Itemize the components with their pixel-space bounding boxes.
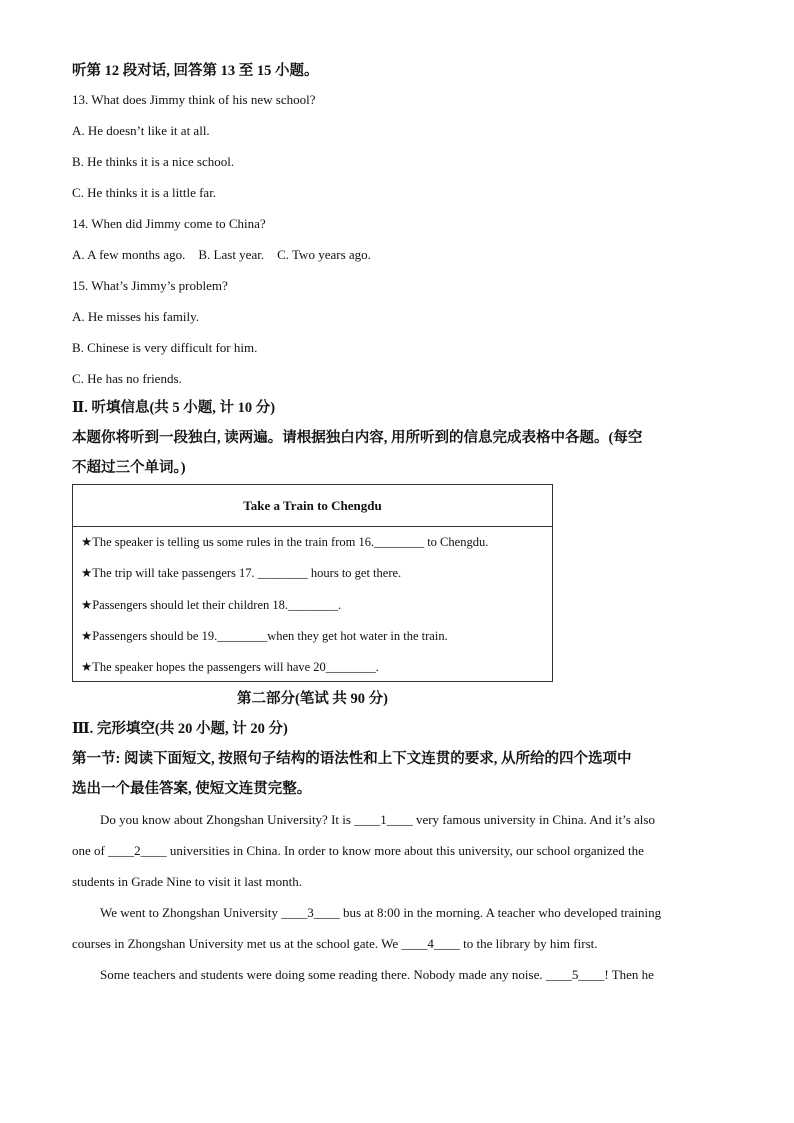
passage-line-1: Do you know about Zhongshan University? It is ____1____ very famous university in China. And it’s also <box>100 812 655 828</box>
question-15-option-a: A. He misses his family. <box>72 309 199 324</box>
section-3-instruction-line-2: 选出一个最佳答案, 使短文连贯完整。 <box>72 781 312 798</box>
passage-line-6: Some teachers and students were doing some reading there. Nobody made any noise. ____5____! Then he <box>100 967 654 983</box>
table-row-16: ★The speaker is telling us some rules in the train from 16.________ to Chengdu. <box>81 535 489 549</box>
dialogue-12-intro: 听第 12 段对话, 回答第 13 至 15 小题。 <box>72 63 319 79</box>
info-table <box>72 484 553 682</box>
table-body <box>73 527 553 682</box>
passage-line-4: We went to Zhongshan University ____3____ bus at 8:00 in the morning. A teacher who developed training <box>100 905 662 921</box>
question-13-option-a: A. He doesn’t like it at all. <box>72 123 210 138</box>
passage-line-2: one of ____2____ universities in China. In order to know more about this university, our school organized the <box>72 843 644 859</box>
passage-line-5: courses in Zhongshan University met us at the school gate. We ____4____ to the library by him first. <box>72 936 598 952</box>
section-3-heading: Ⅲ. 完形填空(共 20 小题, 计 20 分) <box>72 721 288 738</box>
question-14-options: A. A few months ago. B. Last year. C. Two years ago. <box>72 247 371 262</box>
question-13-option-c: C. He thinks it is a little far. <box>72 185 217 200</box>
section-2-instruction-line-2: 不超过三个单词。) <box>72 460 186 476</box>
section-2-heading: Ⅱ. 听填信息(共 5 小题, 计 10 分) <box>72 400 276 416</box>
part-2-title: 第二部分(笔试 共 90 分) <box>236 691 389 708</box>
table-title: Take a Train to Chengdu <box>73 485 553 527</box>
question-15-option-b: B. Chinese is very difficult for him. <box>72 340 258 355</box>
exam-page <box>72 62 722 983</box>
question-13-option-b: B. He thinks it is a nice school. <box>72 154 235 169</box>
table-row-20: ★The speaker hopes the passengers will have 20________. <box>81 660 379 675</box>
question-14: 14. When did Jimmy come to China? <box>72 216 266 231</box>
table-row-19: ★Passengers should be 19.________when they get hot water in the train. <box>81 628 448 643</box>
question-15: 15. What’s Jimmy’s problem? <box>72 278 228 293</box>
question-15-option-c: C. He has no friends. <box>72 371 182 386</box>
question-13: 13. What does Jimmy think of his new school? <box>72 92 316 107</box>
section-3-instruction-line-1: 第一节: 阅读下面短文, 按照句子结构的语法性和上下文连贯的要求, 从所给的四个选项中 <box>72 751 632 768</box>
table-row-17: ★The trip will take passengers 17. ________ hours to get there. <box>81 566 402 581</box>
table-row-18: ★Passengers should let their children 18.________. <box>81 597 342 612</box>
passage-line-3: students in Grade Nine to visit it last month. <box>72 874 303 890</box>
section-2-instruction-line-1: 本题你将听到一段独白, 读两遍。请根据独白内容, 用所听到的信息完成表格中各题。(每空 <box>72 430 643 446</box>
